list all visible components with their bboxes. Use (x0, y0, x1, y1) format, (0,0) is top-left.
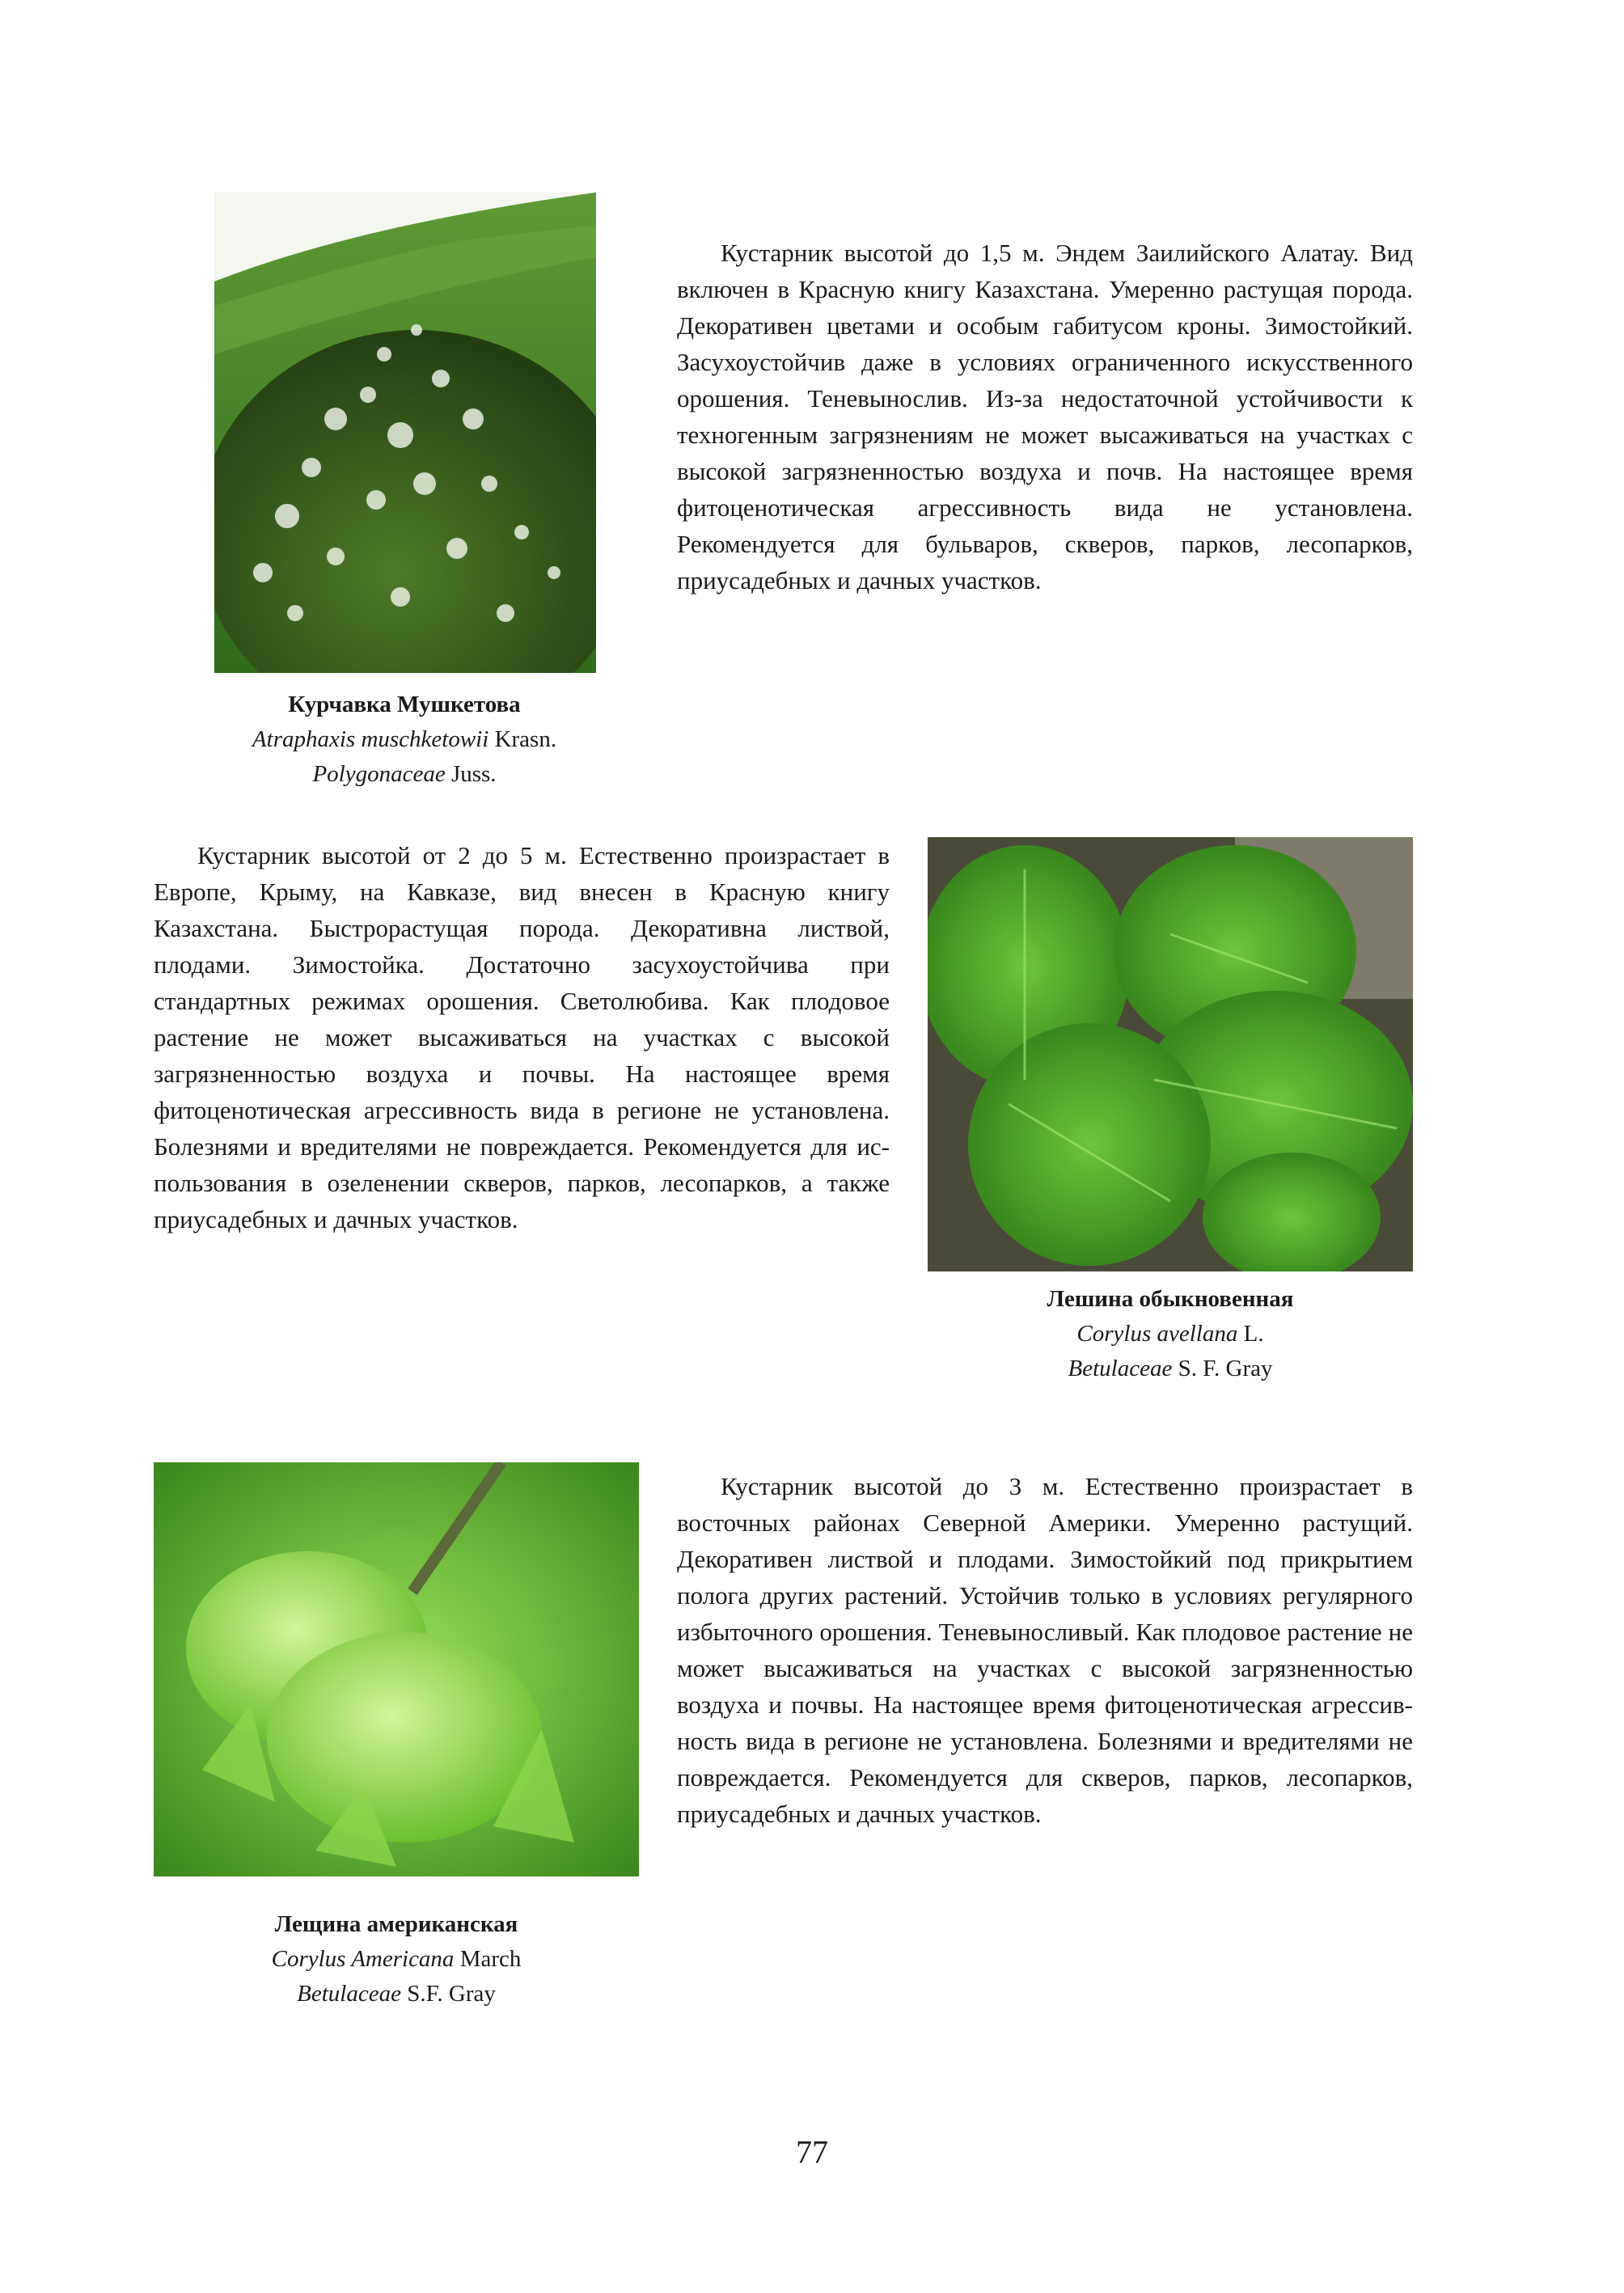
species-name: Лещина американская (274, 1911, 518, 1937)
section-2-caption (928, 1282, 1413, 1386)
species-name: Курчавка Мушкетова (288, 692, 521, 717)
species-family: Betulaceae S. F. Gray (1068, 1356, 1273, 1381)
species-latin: Corylus avellana L. (1076, 1321, 1264, 1347)
species-family: Betulaceae S.F. Gray (297, 1981, 496, 2007)
section-1-text: Кустарник высотой до 1,5 м. Эндем Заилийского Алатау. Вид включен в Красную книгу Казахстана. Умеренно растущая порода. Декоративен цветами и особым габитусом кроны. Зимостойкий. Засухоустойчив даже в условиях ограниченного искусственного орошения. Теневынослив. Из-за недостаточной устойчивости к техногенным загрязнениям не может высаживаться на участках с высокой загрязненностью воздуха и почв. На настоящее время фитоценотическая агрессивность вида не установлена. Рекомендуется для бульваров, скверов, парков, лесопарков, приусадебных и дачных участков. (677, 239, 1413, 594)
section-3-text: Кустарник высотой до 3 м. Естественно произрастает в восточных районах Северной Америки. Умеренно растущий. Декоративен листвой и плодами. Зимостойкий под прикрытием полога других растений. Устойчив только в условиях регулярного избыточного орошения. Теневыносливый. Как плодовое растение не может высаживаться на участках с высокой загрязненностью воздуха и почвы. На настоящее время фитоценотическая агрессивность вида в регионе не установлена. Болезнями и вредителями не повреждается. Рекомендуется для скверов, парков, лесопарков, приусадебных и дачных участков. (677, 1472, 1413, 1828)
atraphaxis-photo-icon (214, 192, 596, 673)
corylus-avellana-photo-icon (928, 837, 1413, 1271)
section-1-caption (162, 687, 647, 792)
species-latin: Atraphaxis muschketowii Krasn. (252, 726, 557, 752)
corylus-americana-photo-icon (154, 1462, 639, 1876)
species-latin: Corylus Americana March (271, 1946, 522, 1972)
page-number: 77 (796, 2134, 828, 2170)
section-3-caption (154, 1907, 639, 2012)
species-family: Polygonaceae Juss. (312, 761, 497, 787)
species-name: Лешина обыкновенная (1047, 1286, 1294, 1312)
section-2-text: Кустарник высотой от 2 до 5 м. Естественно произрастает в Европе, Крыму, на Кавказе, вид внесен в Красную книгу Казахстана. Быстрорастущая порода. Декоративна листвой, плодами. Зимостойка. Достаточно засухоустойчива при стандартных режимах орошения. Светолюбива. Как плодовое растение не может высаживаться на участках с высокой загрязненностью воздуха и почвы. На настоящее время фитоценотическая агрессивность вида в регионе не установлена. Болезнями и вредителями не повреждается. Рекомендуется для использования в озеленении скверов, парков, лесопарков, а также приусадебных и дачных участков. (154, 841, 890, 1233)
